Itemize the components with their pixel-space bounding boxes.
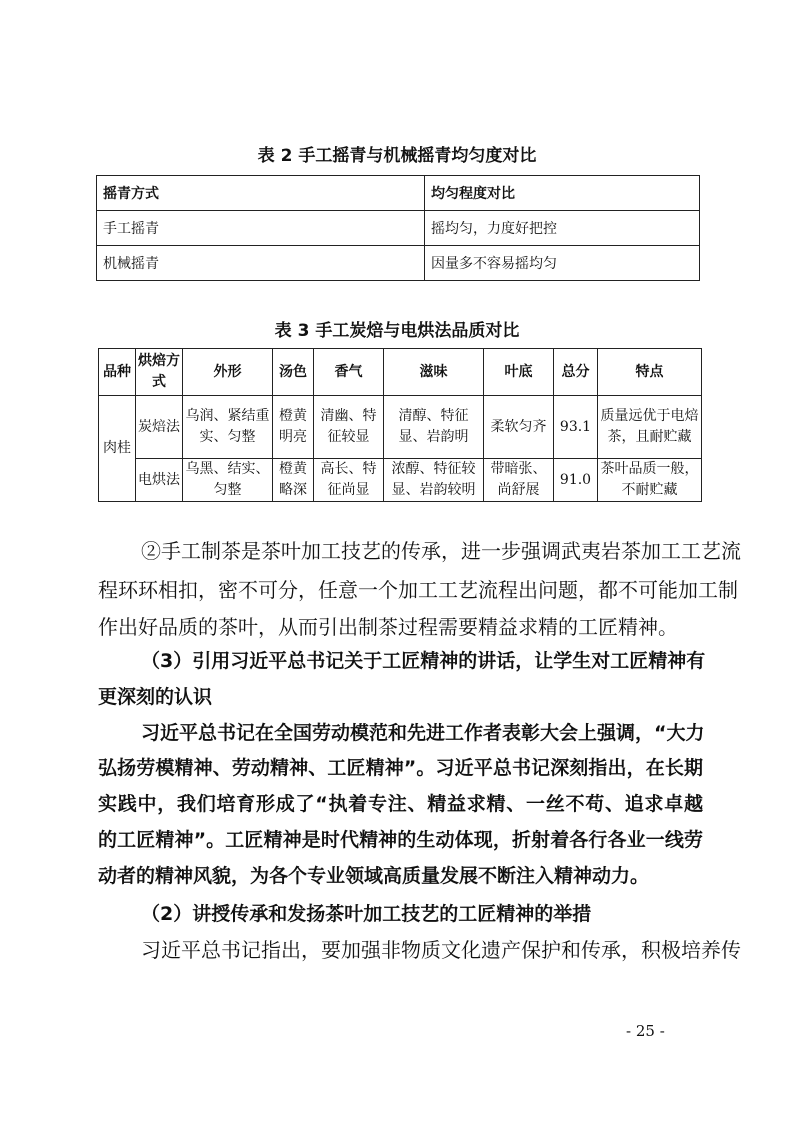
table-header-row (99, 349, 702, 396)
table-cell: 高长、特征尚显 (314, 459, 384, 502)
body-line: ②手工制茶是茶叶加工技艺的传承，进一步强调武夷岩茶加工工艺流 (141, 539, 741, 563)
table-cell: 因量多不容易摇均匀 (425, 246, 700, 281)
body-line: 习近平总书记指出，要加强非物质文化遗产保护和传承，积极培养传 (141, 938, 741, 962)
body-line: 动者的精神风貌，为各个专业领域高质量发展不断注入精神动力。 (98, 865, 650, 887)
section-heading: （2）讲授传承和发扬茶叶加工技艺的工匠精神的举措 (141, 903, 592, 925)
table-cell: 带暗张、尚舒展 (484, 459, 554, 502)
table-header-cell: 品种 (99, 349, 136, 396)
table-header-cell: 叶底 (484, 349, 554, 396)
table-cell: 清醇、特征显、岩韵明 (384, 396, 484, 459)
table-cell: 乌润、紧结重实、匀整 (183, 396, 273, 459)
body-line: 的工匠精神”。工匠精神是时代精神的生动体现，折射着各行各业一线劳 (98, 829, 703, 851)
table2 (96, 175, 700, 281)
table-header-cell: 滋味 (384, 349, 484, 396)
score-cell: 91.0 (554, 459, 598, 502)
table3-title: 表 3 手工炭焙与电烘法品质对比 (274, 321, 520, 341)
score-cell: 93.1 (554, 396, 598, 459)
table-row (99, 396, 702, 459)
table3 (98, 348, 702, 502)
table-cell: 橙黄明亮 (273, 396, 314, 459)
table-cell: 手工摇青 (97, 211, 425, 246)
table-header-cell: 香气 (314, 349, 384, 396)
table-cell: 摇均匀，力度好把控 (425, 211, 700, 246)
body-line: 弘扬劳模精神、劳动精神、工匠精神”。习近平总书记深刻指出，在长期 (98, 757, 703, 779)
table-header-cell: 烘焙方式 (136, 349, 183, 396)
table-header-row (97, 176, 700, 211)
variety-cell: 肉桂 (99, 396, 136, 502)
table-cell: 清幽、特征较显 (314, 396, 384, 459)
table-header-cell: 总分 (554, 349, 598, 396)
table-cell: 茶叶品质一般，不耐贮藏 (598, 459, 702, 502)
table-header-cell: 外形 (183, 349, 273, 396)
table-header-cell: 摇青方式 (97, 176, 425, 211)
table2-title: 表 2 手工摇青与机械摇青均匀度对比 (257, 146, 537, 166)
body-line: 实践中，我们培育形成了“执着专注、精益求精、一丝不苟、追求卓越 (98, 793, 703, 815)
table-header-cell: 均匀程度对比 (425, 176, 700, 211)
table-cell: 柔软匀齐 (484, 396, 554, 459)
table-cell: 浓醇、特征较显、岩韵较明 (384, 459, 484, 502)
section-heading: （3）引用习近平总书记关于工匠精神的讲话，让学生对工匠精神有 (141, 650, 706, 672)
table-row (99, 459, 702, 502)
table-cell: 质量远优于电焙茶，且耐贮藏 (598, 396, 702, 459)
table-cell: 机械摇青 (97, 246, 425, 281)
table-row (97, 211, 700, 246)
body-line: 作出好品质的茶叶，从而引出制茶过程需要精益求精的工匠精神。 (98, 615, 678, 639)
table-cell: 橙黄略深 (273, 459, 314, 502)
body-line: 习近平总书记在全国劳动模范和先进工作者表彰大会上强调，“大力 (141, 722, 705, 744)
section-heading: 更深刻的认识 (98, 686, 213, 708)
page-number: - 25 - (626, 1022, 665, 1040)
body-line: 程环环相扣，密不可分，任意一个加工工艺流程出问题，都不可能加工制 (98, 578, 738, 602)
table-header-cell: 汤色 (273, 349, 314, 396)
table-cell: 炭焙法 (136, 396, 183, 459)
table-row (97, 246, 700, 281)
table-header-cell: 特点 (598, 349, 702, 396)
table-cell: 乌黑、结实、匀整 (183, 459, 273, 502)
table-cell: 电烘法 (136, 459, 183, 502)
